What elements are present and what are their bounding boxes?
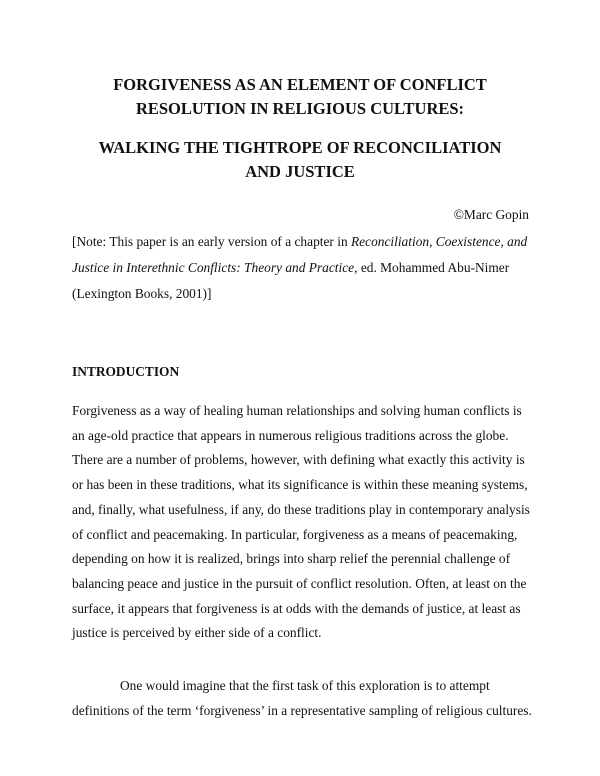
paragraph-line: an age-old practice that appears in numerous religious traditions across the globe. xyxy=(72,427,509,443)
paragraph-line: surface, it appears that forgiveness is at odds with the demands of justice, at least as xyxy=(72,600,521,616)
title-line-3: WALKING THE TIGHTROPE OF RECONCILIATION xyxy=(98,138,502,157)
title-line-2: RESOLUTION IN RELIGIOUS CULTURES: xyxy=(135,99,465,118)
paragraph-line: balancing peace and justice in the pursuit of conflict resolution. Often, at least on the xyxy=(72,575,527,591)
section-heading: INTRODUCTION xyxy=(72,364,180,379)
title-line-4: AND JUSTICE xyxy=(245,162,355,181)
book-title: Reconciliation, Coexistence, and xyxy=(351,234,528,249)
note-line-3: (Lexington Books, 2001)] xyxy=(72,286,212,301)
paragraph-line: depending on how it is realized, brings into sharp relief the perennial challenge of xyxy=(72,551,511,567)
paragraph-line: There are a number of problems, however, with defining what exactly this activity is xyxy=(72,452,525,468)
note-text: [Note: This paper is an early version of a chapter in xyxy=(72,234,351,249)
title-line-1: FORGIVENESS AS AN ELEMENT OF CONFLICT xyxy=(113,75,487,94)
paragraph-line: Forgiveness as a way of healing human relationships and solving human conflicts is xyxy=(72,403,522,418)
note-text: , ed. Mohammed Abu-Nimer xyxy=(354,260,510,275)
paragraph-line: or has been in these traditions, what its significance is within these meaning systems, xyxy=(72,477,528,493)
paragraph-line: justice is perceived by either side of a conflict. xyxy=(72,625,322,641)
paragraph-line: and, finally, what usefulness, if any, do these traditions play in contemporary analysis xyxy=(72,501,530,517)
note-line-1 xyxy=(72,234,527,250)
paragraph-line: of conflict and peacemaking. In particular, forgiveness as a means of peacemaking, xyxy=(72,526,518,542)
note-line-2 xyxy=(72,260,509,276)
paragraph-line: definitions of the term ‘forgiveness’ in a representative sampling of religious cultures. xyxy=(72,703,532,718)
author: ©Marc Gopin xyxy=(453,207,529,222)
paragraph-line: One would imagine that the first task of this exploration is to attempt xyxy=(120,678,490,693)
book-title: Justice in Interethnic Conflicts: Theory and Practice xyxy=(72,260,355,275)
